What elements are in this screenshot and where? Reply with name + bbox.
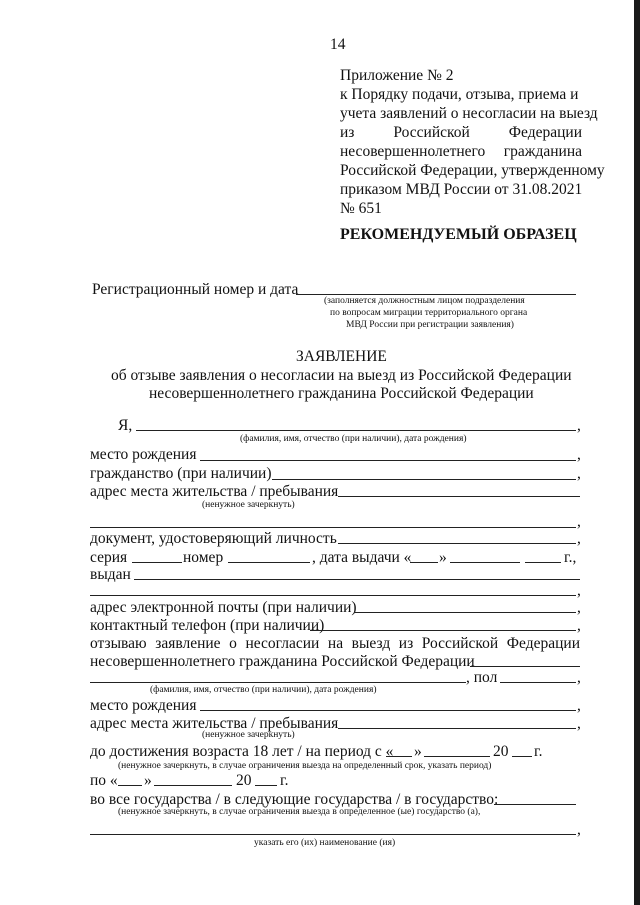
comma: , <box>577 821 581 838</box>
po-year-field[interactable] <box>255 785 277 786</box>
number-field[interactable] <box>228 562 310 563</box>
revoke-field[interactable] <box>470 666 580 667</box>
series-label: серия <box>90 549 128 566</box>
appendix-line: № 651 <box>340 200 382 217</box>
po-label: по « <box>90 772 118 789</box>
period-century: 20 <box>493 743 509 760</box>
year-suffix: г., <box>564 549 577 566</box>
period-g: г. <box>534 743 543 760</box>
doc-subtitle: об отзыве заявления о несогласии на выезд из Российской Федерации <box>111 367 572 384</box>
appendix-line: Российской Федерации, утвержденному <box>340 162 605 179</box>
reg-label: Регистрационный номер и дата <box>92 281 299 298</box>
email-field[interactable] <box>354 612 576 613</box>
birthplace2-field[interactable] <box>200 710 576 711</box>
ya-label: Я, <box>118 417 133 434</box>
sex-label: , пол <box>466 669 498 686</box>
comma: , <box>577 669 581 686</box>
appendix-line: Приложение № 2 <box>340 67 454 84</box>
address-label: адрес места жительства / пребывания <box>90 483 339 500</box>
issue-date-label: , дата выдачи « <box>312 549 412 566</box>
issue-month-field[interactable] <box>450 562 520 563</box>
period-label: до достижения возраста 18 лет / на период с « <box>90 743 394 760</box>
birthplace-label: место рождения <box>90 446 197 463</box>
child-fio-field[interactable] <box>90 682 466 683</box>
comma: , <box>577 446 581 463</box>
quote-close: » <box>439 549 447 566</box>
cross-note-2: (ненужное зачеркнуть) <box>202 730 295 740</box>
reg-note: (заполняется должностным лицом подразделения <box>324 296 525 306</box>
po-day-field[interactable] <box>118 785 142 786</box>
appendix-line <box>340 124 582 142</box>
appendix-line: приказом МВД России от 31.08.2021 <box>340 181 583 198</box>
phone-field[interactable] <box>310 630 576 631</box>
comma: , <box>577 465 581 482</box>
po-close: » <box>144 772 152 789</box>
states-field[interactable] <box>494 804 576 805</box>
doc-title: ЗАЯВЛЕНИЕ <box>296 348 387 365</box>
birthplace2-label: место рождения <box>90 697 197 714</box>
appendix-line: учета заявлений о несогласии на выезд <box>340 105 598 122</box>
sample-title: РЕКОМЕНДУЕМЫЙ ОБРАЗЕЦ <box>340 226 577 243</box>
citizenship-label: гражданство (при наличии) <box>90 465 272 482</box>
states-label: во все государства / в следующие государства / в государство: <box>90 791 499 808</box>
comma: , <box>577 582 581 599</box>
period-month-field[interactable] <box>424 756 490 757</box>
appendix-word: гражданина <box>503 143 582 160</box>
period-close: » <box>414 743 422 760</box>
doc-label: документ, удостоверяющий личность <box>90 530 337 547</box>
reg-note: МВД России при регистрации заявления) <box>346 320 514 330</box>
scan-edge <box>634 0 640 905</box>
fio-note: (фамилия, имя, отчество (при наличии), дата рождения) <box>240 434 467 444</box>
issued-by-field[interactable] <box>134 579 580 580</box>
email-label: адрес электронной почты (при наличии) <box>90 599 357 616</box>
address2-label: адрес места жительства / пребывания <box>90 715 339 732</box>
fio-field[interactable] <box>136 430 576 431</box>
appendix-word: Федерации <box>508 124 582 141</box>
appendix-word: несовершеннолетнего <box>340 143 486 160</box>
birthplace-field[interactable] <box>200 460 576 461</box>
states-note: (ненужное зачеркнуть, в случае ограничения выезда в определенное (ые) государство (а), <box>118 807 481 817</box>
sex-field[interactable] <box>500 682 576 683</box>
reg-note: по вопросам миграции территориального органа <box>330 308 528 318</box>
period-year-field[interactable] <box>512 756 532 757</box>
issued-by-field-2[interactable] <box>90 595 576 596</box>
po-month-field[interactable] <box>154 785 232 786</box>
page-number: 14 <box>330 36 346 53</box>
issued-by-label: выдан <box>90 566 131 583</box>
citizenship-field[interactable] <box>272 479 576 480</box>
appendix-word: Российской <box>393 124 470 141</box>
appendix-word: из <box>340 124 355 141</box>
po-g: г. <box>280 772 289 789</box>
states-note-2: указать его (их) наименование (ия) <box>254 838 396 848</box>
period-day-field[interactable] <box>386 756 412 757</box>
comma: , <box>577 697 581 714</box>
period-note: (ненужное зачеркнуть, в случае ограничения выезда на определенный срок, указать период) <box>118 761 492 771</box>
doc-field[interactable] <box>338 543 576 544</box>
fio-note-2: (фамилия, имя, отчество (при наличии), дата рождения) <box>150 685 377 695</box>
comma: , <box>577 417 581 434</box>
revoke-line-1: отзываю заявление о несогласии на выезд из Российской Федерации <box>90 635 580 652</box>
issue-year-field[interactable] <box>525 562 561 563</box>
comma: , <box>577 617 581 634</box>
appendix-line: к Порядку подачи, отзыва, приема и <box>340 86 579 103</box>
appendix-line <box>340 143 582 161</box>
phone-label: контактный телефон (при наличии) <box>90 617 325 634</box>
comma: , <box>577 513 581 530</box>
number-label: номер <box>183 549 224 566</box>
comma: , <box>577 715 581 732</box>
address-field[interactable] <box>338 496 580 497</box>
series-field[interactable] <box>132 562 182 563</box>
issue-day-field[interactable] <box>410 562 438 563</box>
address2-field[interactable] <box>338 728 576 729</box>
doc-subtitle: несовершеннолетнего гражданина Российской Федерации <box>149 385 534 402</box>
reg-field[interactable] <box>296 294 576 295</box>
comma: , <box>577 599 581 616</box>
address-field-2[interactable] <box>90 527 576 528</box>
comma: , <box>577 530 581 547</box>
states-field-2[interactable] <box>90 834 576 835</box>
revoke-line-2: несовершеннолетнего гражданина Российской Федерации <box>90 653 475 670</box>
cross-note: (ненужное зачеркнуть) <box>202 500 295 510</box>
po-century: 20 <box>236 772 252 789</box>
